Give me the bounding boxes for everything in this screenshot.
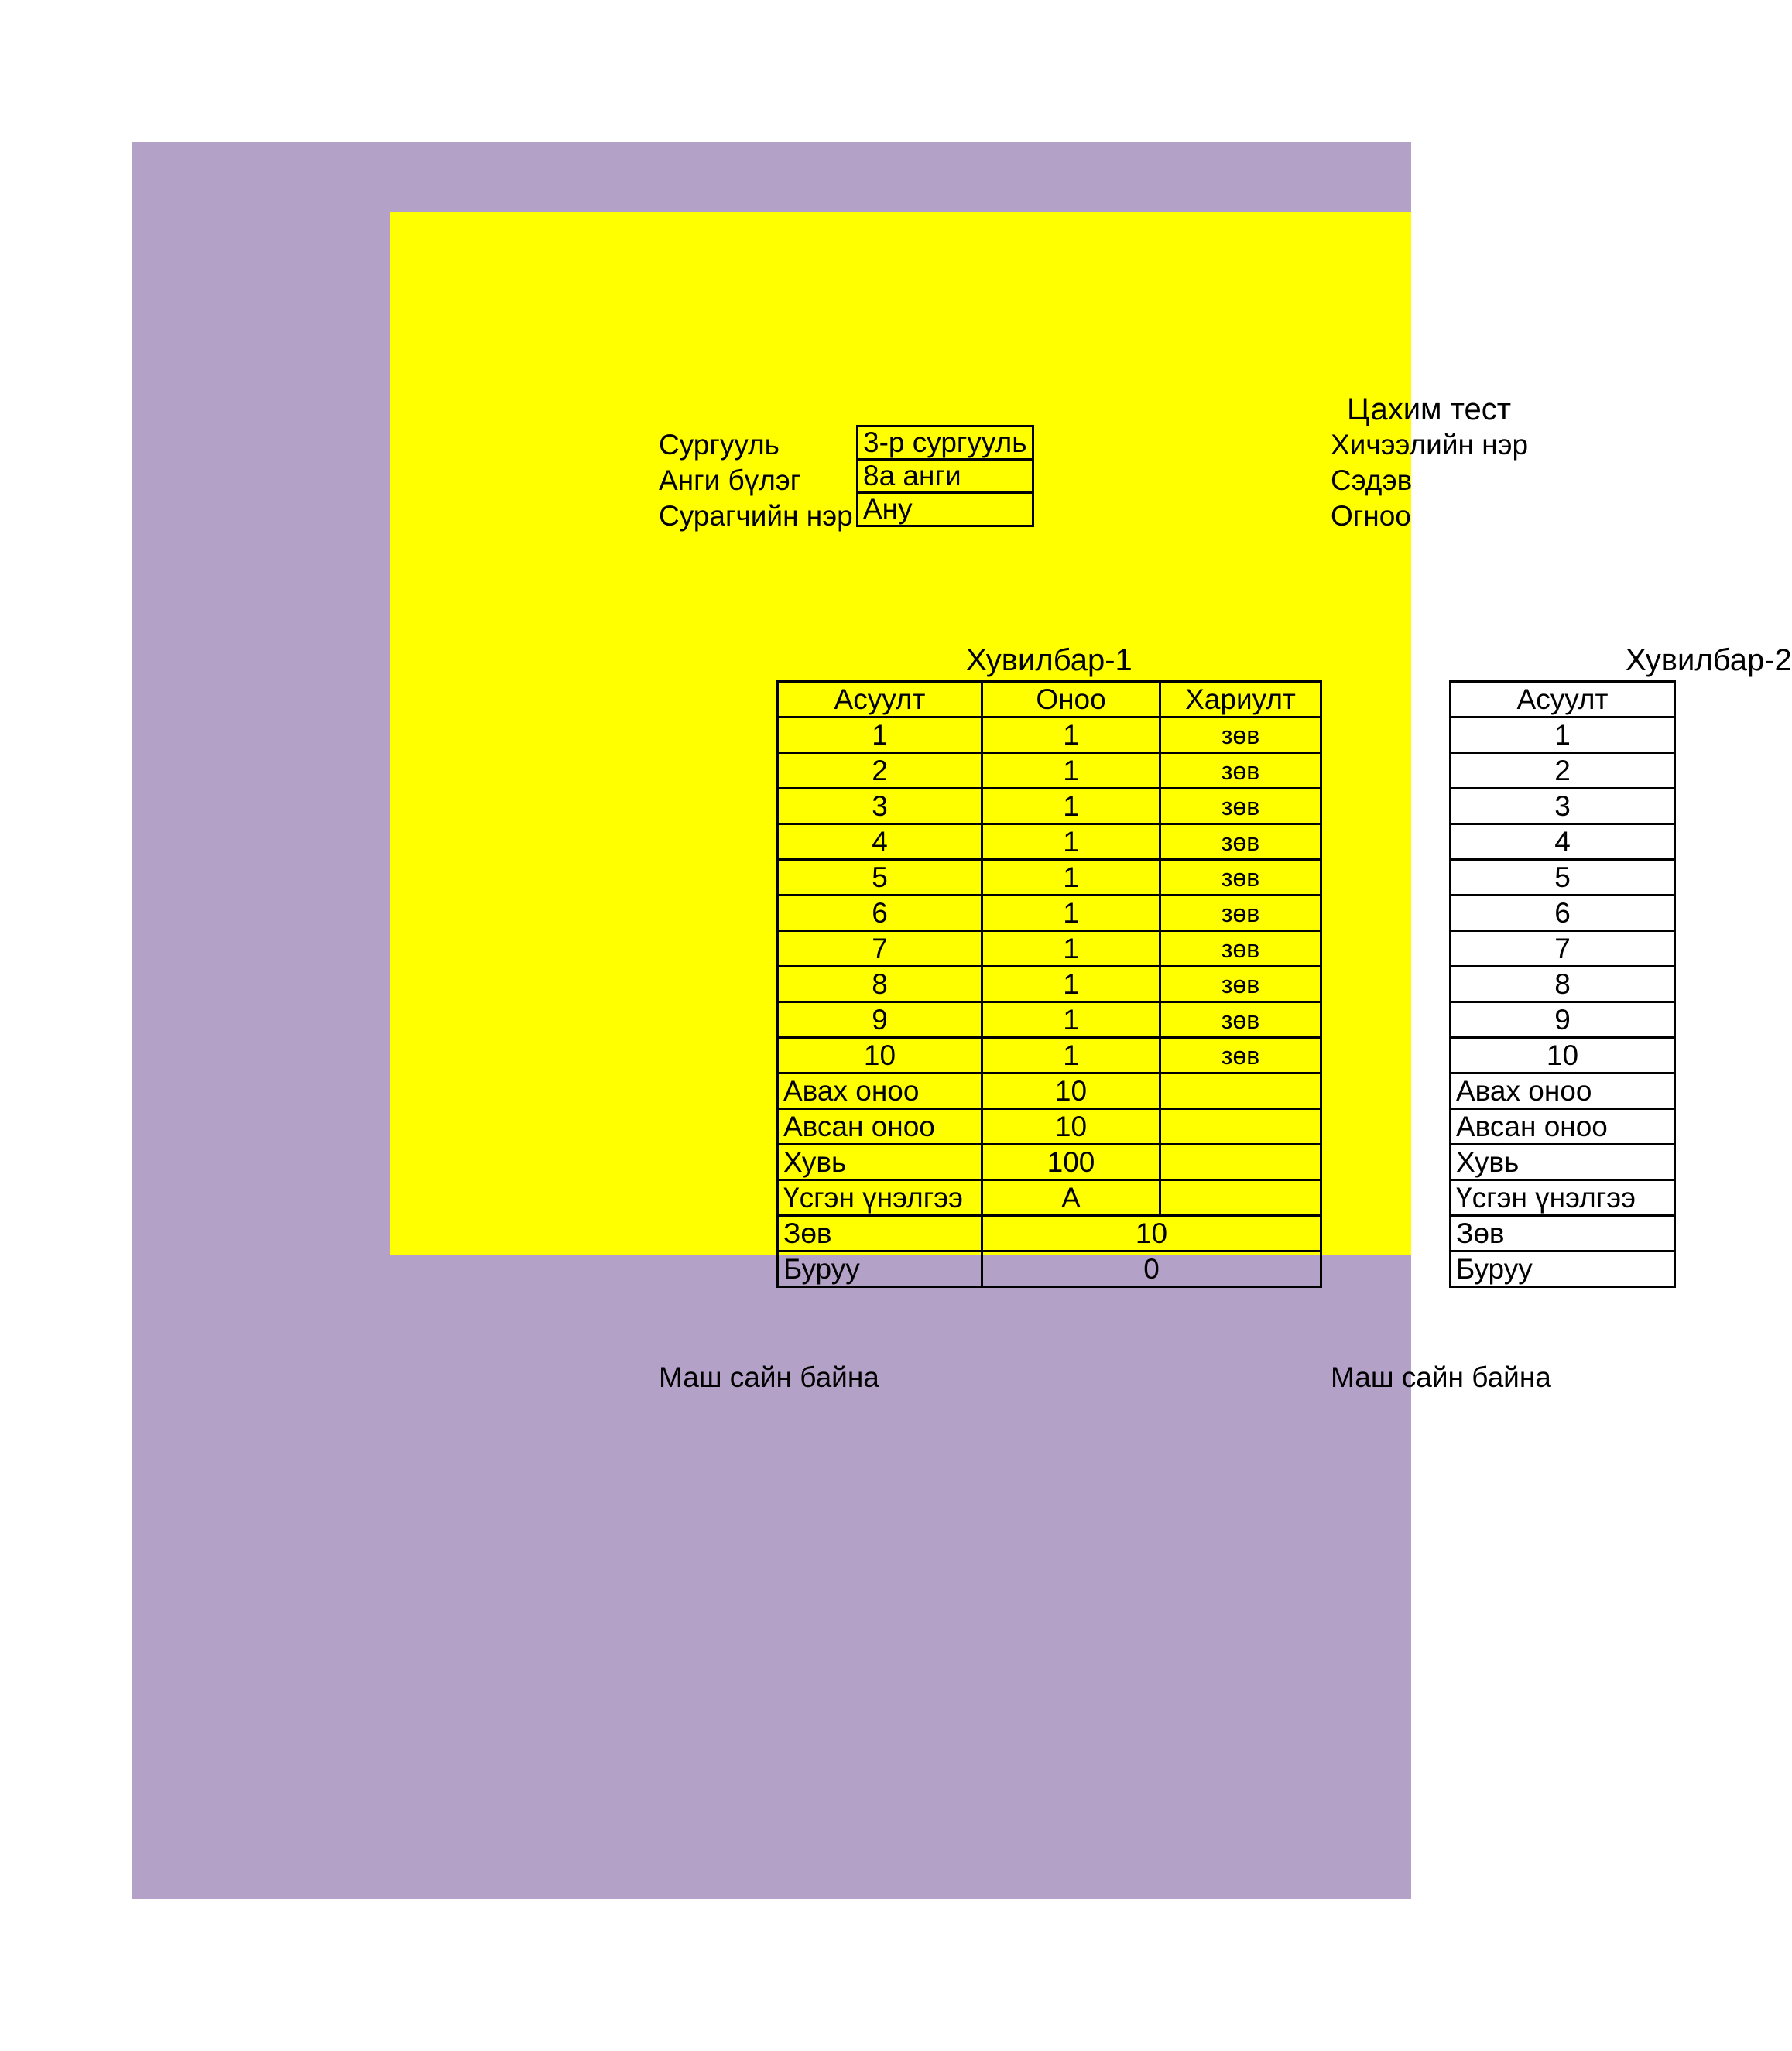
max-score-label: Авах оноо bbox=[778, 1073, 982, 1109]
table-row bbox=[1451, 1038, 1675, 1073]
question-number: 8 bbox=[1451, 967, 1675, 1002]
empty-cell bbox=[1160, 1109, 1321, 1145]
correct-label: Зөв bbox=[778, 1216, 982, 1251]
column-header-answer: Хариулт bbox=[1160, 682, 1321, 717]
question-number: 6 bbox=[1451, 895, 1675, 931]
question-number: 7 bbox=[1451, 931, 1675, 967]
variant1-comment: Маш сайн байна bbox=[659, 1361, 879, 1393]
variant2-table bbox=[1449, 680, 1676, 1288]
question-score: 1 bbox=[982, 967, 1160, 1002]
table-row bbox=[778, 789, 1321, 824]
summary-row-wrong bbox=[1451, 1251, 1675, 1287]
table-row bbox=[1451, 717, 1675, 753]
summary-row-percent bbox=[778, 1145, 1321, 1180]
variant2-title: Хувилбар-2 bbox=[1626, 643, 1792, 677]
table-row bbox=[1451, 895, 1675, 931]
wrong-label: Буруу bbox=[1451, 1251, 1675, 1287]
correct-value: 10 bbox=[982, 1216, 1321, 1251]
question-number: 5 bbox=[1451, 860, 1675, 895]
variant1-table bbox=[776, 680, 1322, 1288]
answer-cell[interactable]: зөв bbox=[1160, 860, 1321, 895]
school-info-box bbox=[856, 425, 1034, 527]
variant1-title: Хувилбар-1 bbox=[966, 643, 1132, 677]
student-name-value[interactable]: Ану bbox=[858, 493, 1033, 526]
class-label: Анги бүлэг bbox=[659, 464, 801, 496]
answer-cell[interactable]: зөв bbox=[1160, 717, 1321, 753]
question-score: 1 bbox=[982, 824, 1160, 860]
question-number: 3 bbox=[778, 789, 982, 824]
question-score: 1 bbox=[982, 1002, 1160, 1038]
summary-row-grade bbox=[1451, 1180, 1675, 1216]
answer-cell[interactable]: зөв bbox=[1160, 1002, 1321, 1038]
question-number: 6 bbox=[778, 895, 982, 931]
question-score: 1 bbox=[982, 1038, 1160, 1073]
table-row bbox=[1451, 931, 1675, 967]
max-score-value: 10 bbox=[982, 1073, 1160, 1109]
got-score-label: Авсан оноо bbox=[778, 1109, 982, 1145]
correct-label: Зөв bbox=[1451, 1216, 1675, 1251]
question-number: 1 bbox=[778, 717, 982, 753]
topic-label: Сэдэв bbox=[1331, 464, 1413, 496]
percent-label: Хувь bbox=[778, 1145, 982, 1180]
table-row bbox=[1451, 967, 1675, 1002]
question-number: 4 bbox=[778, 824, 982, 860]
empty-cell bbox=[1160, 1145, 1321, 1180]
sheet-background bbox=[132, 142, 1792, 1899]
variant2-comment: Маш сайн байна bbox=[1331, 1361, 1551, 1393]
school-label: Сургууль bbox=[659, 429, 780, 461]
question-number: 9 bbox=[778, 1002, 982, 1038]
answer-cell[interactable]: зөв bbox=[1160, 824, 1321, 860]
question-number: 10 bbox=[1451, 1038, 1675, 1073]
table-row bbox=[778, 824, 1321, 860]
summary-row-correct bbox=[1451, 1216, 1675, 1251]
date-label: Огноо bbox=[1331, 500, 1411, 532]
summary-row-got-score bbox=[778, 1109, 1321, 1145]
grade-value: A bbox=[982, 1180, 1160, 1216]
percent-value: 100 bbox=[982, 1145, 1160, 1180]
got-score-value: 10 bbox=[982, 1109, 1160, 1145]
lesson-name-label: Хичээлийн нэр bbox=[1331, 429, 1529, 461]
class-value[interactable]: 8а анги bbox=[858, 460, 1033, 493]
question-score: 1 bbox=[982, 753, 1160, 789]
answer-cell[interactable]: зөв bbox=[1160, 931, 1321, 967]
table-row bbox=[1451, 824, 1675, 860]
test-sheet-panel bbox=[390, 212, 1792, 1393]
question-number: 10 bbox=[778, 1038, 982, 1073]
empty-cell bbox=[1160, 1180, 1321, 1216]
question-score: 1 bbox=[982, 717, 1160, 753]
table-row bbox=[778, 860, 1321, 895]
question-number: 8 bbox=[778, 967, 982, 1002]
column-header-score: Оноо bbox=[982, 682, 1160, 717]
table-row bbox=[778, 1038, 1321, 1073]
summary-row-correct bbox=[778, 1216, 1321, 1251]
got-score-label: Авсан оноо bbox=[1451, 1109, 1675, 1145]
question-number: 4 bbox=[1451, 824, 1675, 860]
percent-label: Хувь bbox=[1451, 1145, 1675, 1180]
question-number: 2 bbox=[1451, 753, 1675, 789]
wrong-value: 0 bbox=[982, 1251, 1321, 1287]
table-header-row bbox=[1451, 682, 1675, 717]
empty-cell bbox=[1160, 1073, 1321, 1109]
question-number: 9 bbox=[1451, 1002, 1675, 1038]
table-row bbox=[1451, 753, 1675, 789]
answer-cell[interactable]: зөв bbox=[1160, 895, 1321, 931]
column-header-question: Асуулт bbox=[778, 682, 982, 717]
grade-label: Үсгэн үнэлгээ bbox=[778, 1180, 982, 1216]
answer-cell[interactable]: зөв bbox=[1160, 789, 1321, 824]
table-row bbox=[778, 931, 1321, 967]
question-score: 1 bbox=[982, 931, 1160, 967]
grade-label: Үсгэн үнэлгээ bbox=[1451, 1180, 1675, 1216]
table-row bbox=[1451, 1002, 1675, 1038]
answer-cell[interactable]: зөв bbox=[1160, 1038, 1321, 1073]
summary-row-max-score bbox=[778, 1073, 1321, 1109]
question-score: 1 bbox=[982, 895, 1160, 931]
summary-row-got-score bbox=[1451, 1109, 1675, 1145]
table-row bbox=[778, 717, 1321, 753]
question-number: 1 bbox=[1451, 717, 1675, 753]
answer-cell[interactable]: зөв bbox=[1160, 967, 1321, 1002]
student-name-label: Сурагчийн нэр bbox=[659, 500, 853, 532]
wrong-label: Буруу bbox=[778, 1251, 982, 1287]
question-number: 5 bbox=[778, 860, 982, 895]
table-row bbox=[1451, 860, 1675, 895]
table-header-row bbox=[778, 682, 1321, 717]
test-title: Цахим тест bbox=[1347, 392, 1512, 426]
question-score: 1 bbox=[982, 860, 1160, 895]
table-row bbox=[778, 895, 1321, 931]
school-value[interactable]: 3-р сургууль bbox=[858, 426, 1033, 460]
column-header-question: Асуулт bbox=[1451, 682, 1675, 717]
answer-cell[interactable]: зөв bbox=[1160, 753, 1321, 789]
summary-row-grade bbox=[778, 1180, 1321, 1216]
summary-row-percent bbox=[1451, 1145, 1675, 1180]
max-score-label: Авах оноо bbox=[1451, 1073, 1675, 1109]
question-number: 7 bbox=[778, 931, 982, 967]
question-number: 2 bbox=[778, 753, 982, 789]
table-row bbox=[778, 967, 1321, 1002]
table-row bbox=[778, 753, 1321, 789]
summary-row-max-score bbox=[1451, 1073, 1675, 1109]
question-number: 3 bbox=[1451, 789, 1675, 824]
table-row bbox=[1451, 789, 1675, 824]
summary-row-wrong bbox=[778, 1251, 1321, 1287]
table-row bbox=[778, 1002, 1321, 1038]
question-score: 1 bbox=[982, 789, 1160, 824]
